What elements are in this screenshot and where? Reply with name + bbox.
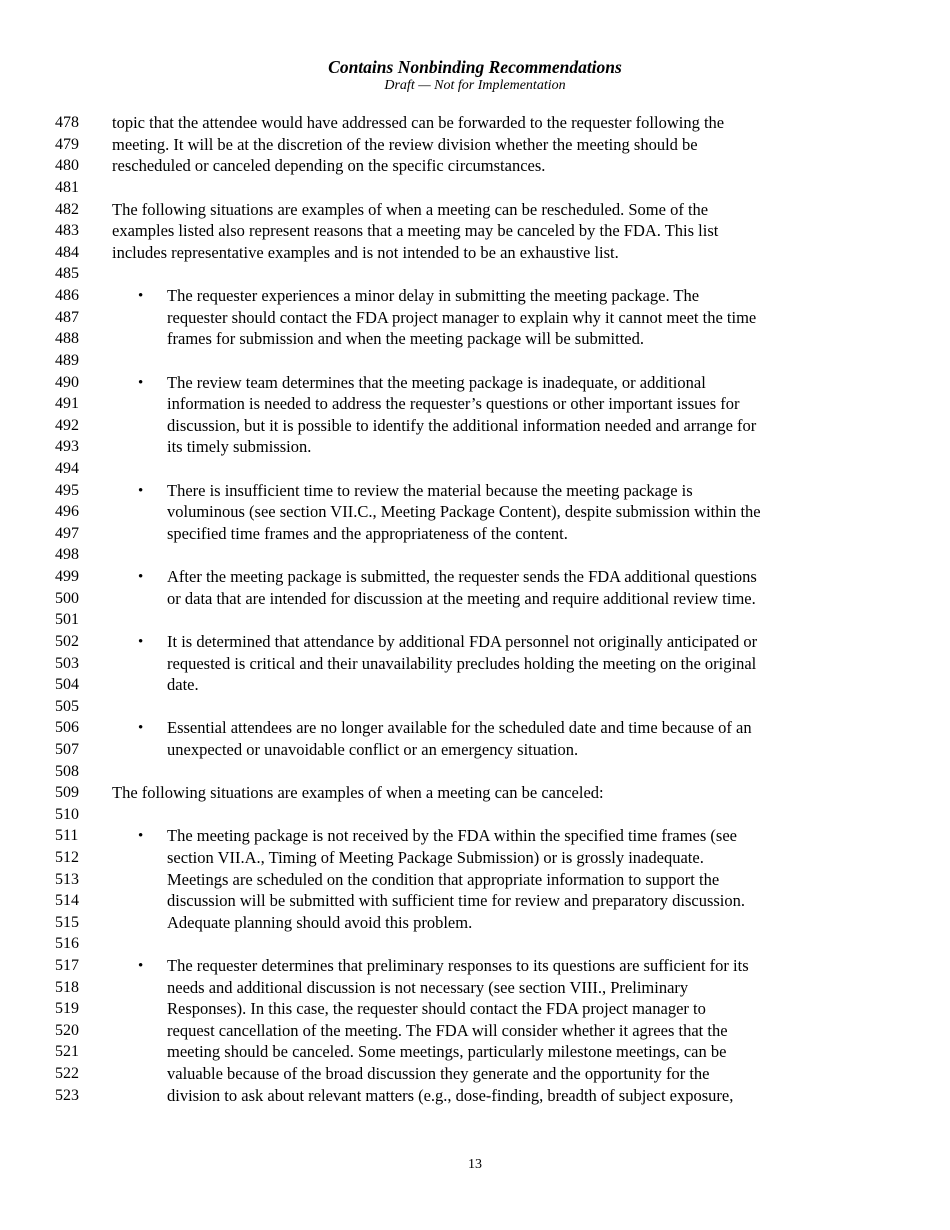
line-number: 496 (55, 503, 79, 520)
bullet-text-line: specified time frames and the appropriateness of the content. (167, 524, 568, 543)
bullet-icon: • (138, 958, 144, 974)
paragraph-line: includes representative examples and is not intended to be an exhaustive list. (112, 243, 619, 262)
paragraph-line: topic that the attendee would have addressed can be forwarded to the requester following the (112, 113, 725, 132)
line-number: 482 (55, 201, 79, 218)
bullet-text-line: its timely submission. (167, 437, 312, 456)
bullet-text-line: date. (167, 675, 199, 694)
line-number: 483 (55, 222, 79, 239)
bullet-icon: • (138, 483, 144, 499)
bullet-text-line: requested is critical and their unavailability precludes holding the meeting on the original (167, 654, 757, 673)
bullet-text-line: request cancellation of the meeting. The FDA will consider whether it agrees that the (167, 1021, 728, 1040)
bullet-text-line: discussion, but it is possible to identify the additional information needed and arrange for (167, 416, 757, 435)
bullet-icon: • (138, 569, 144, 585)
bullet-text-line: The requester experiences a minor delay in submitting the meeting package. The (167, 286, 700, 305)
line-number: 481 (55, 179, 79, 196)
line-number: 495 (55, 482, 79, 499)
bullet-text-line: needs and additional discussion is not necessary (see section VIII., Preliminary (167, 978, 689, 997)
line-number: 519 (55, 1000, 79, 1017)
line-number: 509 (55, 784, 79, 801)
bullet-text-line: The requester determines that preliminary responses to its questions are sufficient for its (167, 956, 749, 975)
line-number: 500 (55, 590, 79, 607)
paragraph-line: examples listed also represent reasons that a meeting may be canceled by the FDA. This list (112, 221, 719, 240)
line-number: 490 (55, 374, 79, 391)
line-number: 523 (55, 1087, 79, 1104)
line-number: 502 (55, 633, 79, 650)
bullet-text-line: requester should contact the FDA project manager to explain why it cannot meet the time (167, 308, 757, 327)
bullet-text-line: There is insufficient time to review the material because the meeting package is (167, 481, 693, 500)
line-number: 479 (55, 136, 79, 153)
line-number: 489 (55, 352, 79, 369)
bullet-text-line: or data that are intended for discussion at the meeting and require additional review time. (167, 589, 756, 608)
page-header-subtitle: Draft — Not for Implementation (384, 78, 566, 93)
bullet-text-line: The meeting package is not received by the FDA within the specified time frames (see (167, 826, 737, 845)
bullet-icon: • (138, 828, 144, 844)
bullet-text-line: Adequate planning should avoid this problem. (167, 913, 473, 932)
line-number: 511 (55, 827, 79, 844)
bullet-text-line: After the meeting package is submitted, the requester sends the FDA additional questions (167, 567, 757, 586)
bullet-icon: • (138, 375, 144, 391)
paragraph-line: The following situations are examples of when a meeting can be rescheduled. Some of the (112, 200, 709, 219)
line-number: 499 (55, 568, 79, 585)
bullet-icon: • (138, 288, 144, 304)
line-number: 492 (55, 417, 79, 434)
line-number: 480 (55, 157, 79, 174)
page-header-title: Contains Nonbinding Recommendations (328, 57, 622, 77)
line-number: 487 (55, 309, 79, 326)
line-number: 501 (55, 611, 79, 628)
bullet-icon: • (138, 634, 144, 650)
line-number: 484 (55, 244, 79, 261)
line-number: 505 (55, 698, 79, 715)
line-number: 506 (55, 719, 79, 736)
paragraph-line: rescheduled or canceled depending on the specific circumstances. (112, 156, 546, 175)
bullet-text-line: frames for submission and when the meeting package will be submitted. (167, 329, 645, 348)
line-number: 513 (55, 871, 79, 888)
line-number: 504 (55, 676, 79, 693)
line-number: 491 (55, 395, 79, 412)
bullet-text-line: It is determined that attendance by additional FDA personnel not originally anticipated or (167, 632, 758, 651)
bullet-text-line: information is needed to address the requester’s questions or other important issues for (167, 394, 740, 413)
bullet-text-line: Essential attendees are no longer available for the scheduled date and time because of an (167, 718, 752, 737)
bullet-text-line: The review team determines that the meeting package is inadequate, or additional (167, 373, 706, 392)
line-number: 503 (55, 655, 79, 672)
line-number: 516 (55, 935, 79, 952)
line-number: 507 (55, 741, 79, 758)
paragraph-line: meeting. It will be at the discretion of the review division whether the meeting should be (112, 135, 698, 154)
bullet-text-line: valuable because of the broad discussion they generate and the opportunity for the (167, 1064, 710, 1083)
line-number: 518 (55, 979, 79, 996)
line-number: 517 (55, 957, 79, 974)
line-number: 493 (55, 438, 79, 455)
bullet-text-line: division to ask about relevant matters (e.g., dose-finding, breadth of subject exposure, (167, 1086, 734, 1105)
bullet-text-line: voluminous (see section VII.C., Meeting Package Content), despite submission within the (167, 502, 761, 521)
page-number: 13 (468, 1157, 482, 1172)
line-number: 488 (55, 330, 79, 347)
line-number: 486 (55, 287, 79, 304)
bullet-text-line: meeting should be canceled. Some meetings, particularly milestone meetings, can be (167, 1042, 727, 1061)
line-number: 485 (55, 265, 79, 282)
bullet-text-line: section VII.A., Timing of Meeting Package Submission) or is grossly inadequate. (167, 848, 704, 867)
line-number: 478 (55, 114, 79, 131)
line-number: 498 (55, 546, 79, 563)
line-number: 520 (55, 1022, 79, 1039)
line-number: 522 (55, 1065, 79, 1082)
line-number: 497 (55, 525, 79, 542)
line-number: 521 (55, 1043, 79, 1060)
bullet-text-line: unexpected or unavoidable conflict or an emergency situation. (167, 740, 579, 759)
bullet-text-line: discussion will be submitted with sufficient time for review and preparatory discussion. (167, 891, 745, 910)
line-number: 515 (55, 914, 79, 931)
bullet-text-line: Meetings are scheduled on the condition that appropriate information to support the (167, 870, 720, 889)
bullet-text-line: Responses). In this case, the requester should contact the FDA project manager to (167, 999, 706, 1018)
bullet-icon: • (138, 720, 144, 736)
paragraph-line: The following situations are examples of when a meeting can be canceled: (112, 783, 604, 802)
line-number: 514 (55, 892, 79, 909)
line-number: 494 (55, 460, 79, 477)
line-number: 510 (55, 806, 79, 823)
line-number: 508 (55, 763, 79, 780)
line-number: 512 (55, 849, 79, 866)
